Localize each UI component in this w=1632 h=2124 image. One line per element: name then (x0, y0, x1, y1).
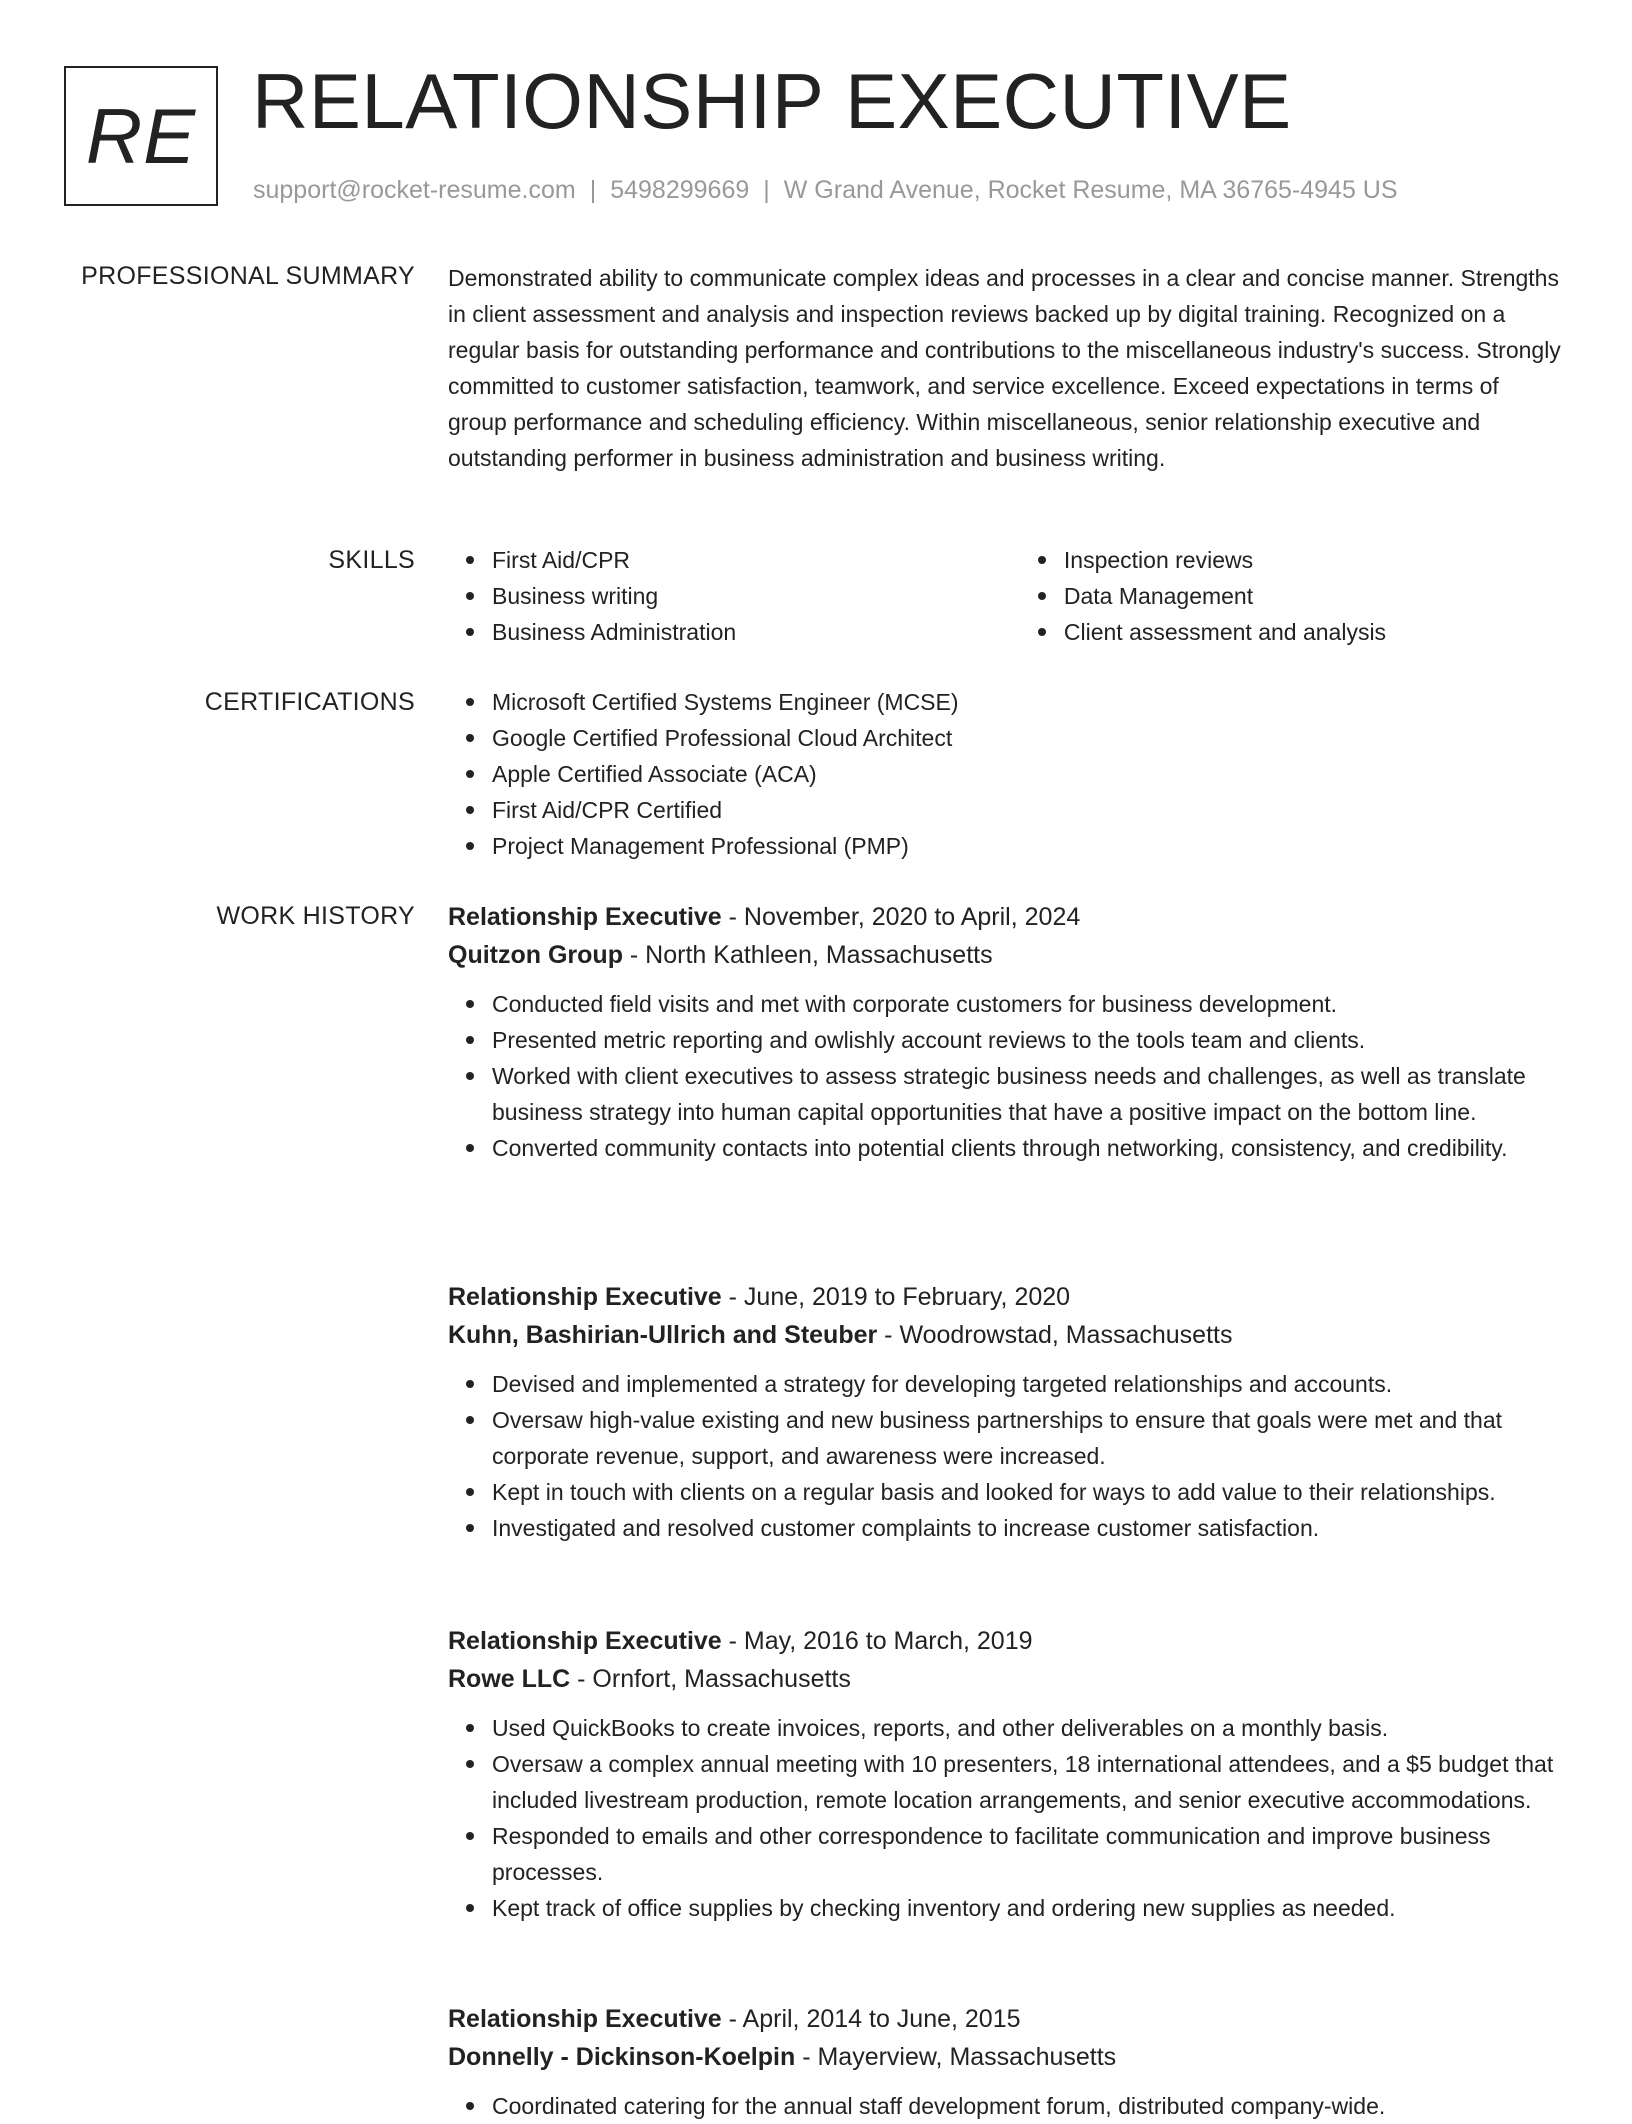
certification-item: Apple Certified Associate (ACA) (492, 756, 1563, 792)
job-bullet: Converted community contacts into potential clients through networking, consistency, and credibility. (492, 1130, 1563, 1166)
job-role: Relationship Executive (448, 903, 722, 931)
skill-item: Business Administration (492, 614, 1020, 650)
phone[interactable]: 5498299669 (610, 176, 750, 204)
job-bullet: Presented metric reporting and owlishly account reviews to the tools team and clients. (492, 1022, 1563, 1058)
monogram: RE (64, 66, 218, 206)
job-title-line (448, 2000, 1563, 2038)
certification-item: Microsoft Certified Systems Engineer (MCSE) (492, 684, 1563, 720)
job-location: - Ornfort, Massachusetts (570, 1665, 851, 1693)
job-bullet: Kept track of office supplies by checking inventory and ordering new supplies as needed. (492, 1890, 1563, 1926)
job-location: - North Kathleen, Massachusetts (622, 941, 993, 969)
section-title: WORK HISTORY (216, 902, 415, 930)
skills-list (1020, 542, 1563, 650)
email[interactable]: support@rocket-resume.com (253, 176, 576, 204)
section-title: CERTIFICATIONS (204, 688, 415, 716)
job-title-line (448, 898, 1563, 936)
skill-item: Client assessment and analysis (1064, 614, 1563, 650)
job-entry (448, 898, 1563, 1166)
job-bullets (448, 1366, 1563, 1546)
job-bullets (448, 986, 1563, 1166)
certification-item: Project Management Professional (PMP) (492, 828, 1563, 864)
job-bullet: Conducted field visits and met with corporate customers for business development. (492, 986, 1563, 1022)
separator: | (763, 176, 770, 204)
job-bullet: Worked with client executives to assess strategic business needs and challenges, as well as translate business strategy into human capital opportunities that have a positive impact on the bottom line. (492, 1058, 1563, 1130)
job-bullet: Devised and implemented a strategy for developing targeted relationships and accounts. (492, 1366, 1563, 1402)
job-entry (448, 1622, 1563, 1926)
job-bullet: Investigated and resolved customer complaints to increase customer satisfaction. (492, 1510, 1563, 1546)
skill-item: First Aid/CPR (492, 542, 1020, 578)
job-bullets (448, 1710, 1563, 1926)
section-title: PROFESSIONAL SUMMARY (81, 262, 415, 290)
job-company-line (448, 2038, 1563, 2076)
job-company: Rowe LLC (448, 1665, 571, 1693)
address: W Grand Avenue, Rocket Resume, MA 36765-4945 US (783, 176, 1398, 204)
skill-item: Business writing (492, 578, 1020, 614)
job-role: Relationship Executive (448, 1283, 722, 1311)
job-company: Kuhn, Bashirian-Ullrich and Steuber (448, 1321, 878, 1349)
job-role: Relationship Executive (448, 1627, 722, 1655)
certifications-list (448, 684, 1563, 864)
job-company-line (448, 1660, 1563, 1698)
job-bullet: Used QuickBooks to create invoices, reports, and other deliverables on a monthly basis. (492, 1710, 1563, 1746)
job-bullet: Oversaw high-value existing and new business partnerships to ensure that goals were met and that corporate revenue, support, and awareness were increased. (492, 1402, 1563, 1474)
job-title-line (448, 1622, 1563, 1660)
contact-line (253, 174, 1398, 206)
job-role: Relationship Executive (448, 2005, 722, 2033)
job-dates: - April, 2014 to June, 2015 (721, 2005, 1021, 2033)
job-bullets (448, 2088, 1563, 2124)
work-history-body (448, 1278, 1563, 1546)
job-title-line (448, 1278, 1563, 1316)
job-entry (448, 2000, 1563, 2124)
job-bullet: Kept in touch with clients on a regular basis and looked for ways to add value to their relationships. (492, 1474, 1563, 1510)
section-title: SKILLS (328, 546, 415, 574)
skill-item: Inspection reviews (1064, 542, 1563, 578)
work-history-body (448, 1622, 1563, 1926)
job-company: Quitzon Group (448, 941, 623, 969)
job-location: - Woodrowstad, Massachusetts (877, 1321, 1233, 1349)
job-company-line (448, 936, 1563, 974)
certification-item: Google Certified Professional Cloud Architect (492, 720, 1563, 756)
job-bullet: Oversaw a complex annual meeting with 10 presenters, 18 international attendees, and a $5 budget that included livestream production, remote location arrangements, and senior executive accommodations. (492, 1746, 1563, 1818)
job-dates: - June, 2019 to February, 2020 (721, 1283, 1071, 1311)
job-entry (448, 1278, 1563, 1546)
separator: | (589, 176, 597, 204)
summary-text: Demonstrated ability to communicate complex ideas and processes in a clear and concise manner. Strengths in client assessment and analysis and inspection reviews backed up by digital training. Recognized on a regular basis for outstanding performance and contributions to the miscellaneous industry's success. Strongly committed to customer satisfaction, teamwork, and service excellence. Exceed expectations in terms of group performance and scheduling efficiency. Within miscellaneous, senior relationship executive and outstanding performer in business administration and business writing. (448, 265, 1561, 471)
job-company: Donnelly - Dickinson-Koelpin (448, 2043, 796, 2071)
job-company-line (448, 1316, 1563, 1354)
work-history-body (448, 2000, 1563, 2124)
certification-item: First Aid/CPR Certified (492, 792, 1563, 828)
candidate-name: RELATIONSHIP EXECUTIVE (252, 57, 1292, 145)
job-bullet: Coordinated catering for the annual staff development forum, distributed company-wide. (492, 2088, 1563, 2124)
job-bullet: Responded to emails and other correspondence to facilitate communication and improve business processes. (492, 1818, 1563, 1890)
work-history-body (448, 898, 1563, 1166)
job-dates: - November, 2020 to April, 2024 (721, 903, 1081, 931)
job-dates: - May, 2016 to March, 2019 (721, 1627, 1033, 1655)
skill-item: Data Management (1064, 578, 1563, 614)
job-location: - Mayerview, Massachusetts (795, 2043, 1117, 2071)
skills-list (448, 542, 1020, 650)
